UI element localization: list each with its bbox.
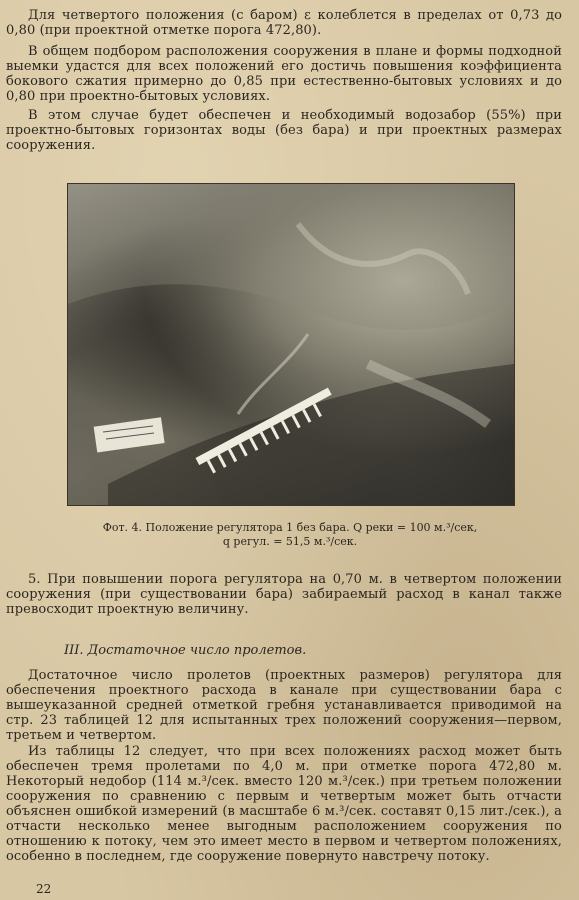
paragraph-text: Из таблицы 12 следует, что при всех положениях расход может быть обеспечен тремя пролетами по 4,0 м. при отметке порога 472,80 м. Некоторый недобор (114 м.³/сек. вместо 120 м.³/сек.) при третьем положении сооружения по сравнению с первым и четвертым может быть отчасти объяснен ошибкой измерений (в масштабе 6 м.³/сек. составят 0,15 лит./сек.), а отчасти несколько менее выгодным расположением сооружения по отношению к потоку, чем это имеет место в первом и четвертом положениях, особенно в последнем, где сооружение повернуто навстречу потоку.: [6, 744, 562, 864]
figure-caption: [60, 521, 520, 549]
paragraph-table-12: [6, 744, 562, 864]
regulator-model-photo: [67, 183, 515, 506]
paragraph-item-5: [6, 572, 562, 617]
paragraph-text: 5. При повышении порога регулятора на 0,70 м. в четвертом положении сооружения (при существовании бара) забираемый расход в канал также превосходит проектную величину.: [6, 572, 562, 617]
caption-line-1: Фот. 4. Положение регулятора 1 без бара. Q реки = 100 м.³/сек,: [102, 521, 478, 534]
caption-line-2: q регул. = 51,5 м.³/сек.: [222, 535, 358, 548]
paragraph-text: Для четвертого положения (с баром) ε колеблется в пределах от 0,73 до 0,80 (при проектной отметке порога 472,80).: [6, 8, 562, 38]
paragraph-text: Достаточное число пролетов (проектных размеров) регулятора для обеспечения проектного расхода в канале при существовании бара с вышеуказанной средней отметкой гребня устанавливается приводимой на стр. 23 таблицей 12 для испытанных трех положений сооружения—первом, третьем и четвертом.: [6, 668, 562, 743]
paragraph-spans-count: [6, 668, 562, 743]
photo-illustration: [68, 184, 514, 505]
paragraph-fourth-position: [6, 8, 562, 38]
paragraph-water-intake: [6, 108, 562, 153]
paragraph-text: В общем подбором расположения сооружения в плане и формы подходной выемки удастся для всех положений его достичь повышения коэффициента бокового сжатия примерно до 0,85 при естественно-бытовых условиях и до 0,80 при проектно-бытовых условиях.: [6, 44, 562, 104]
page-number: 22: [36, 882, 52, 896]
paragraph-text: В этом случае будет обеспечен и необходимый водозабор (55%) при проектно-бытовых горизонтах воды (без бара) и при проектных размерах сооружения.: [6, 108, 562, 153]
paragraph-layout-selection: [6, 44, 562, 104]
section-heading: III. Достаточное число пролетов.: [64, 643, 307, 658]
